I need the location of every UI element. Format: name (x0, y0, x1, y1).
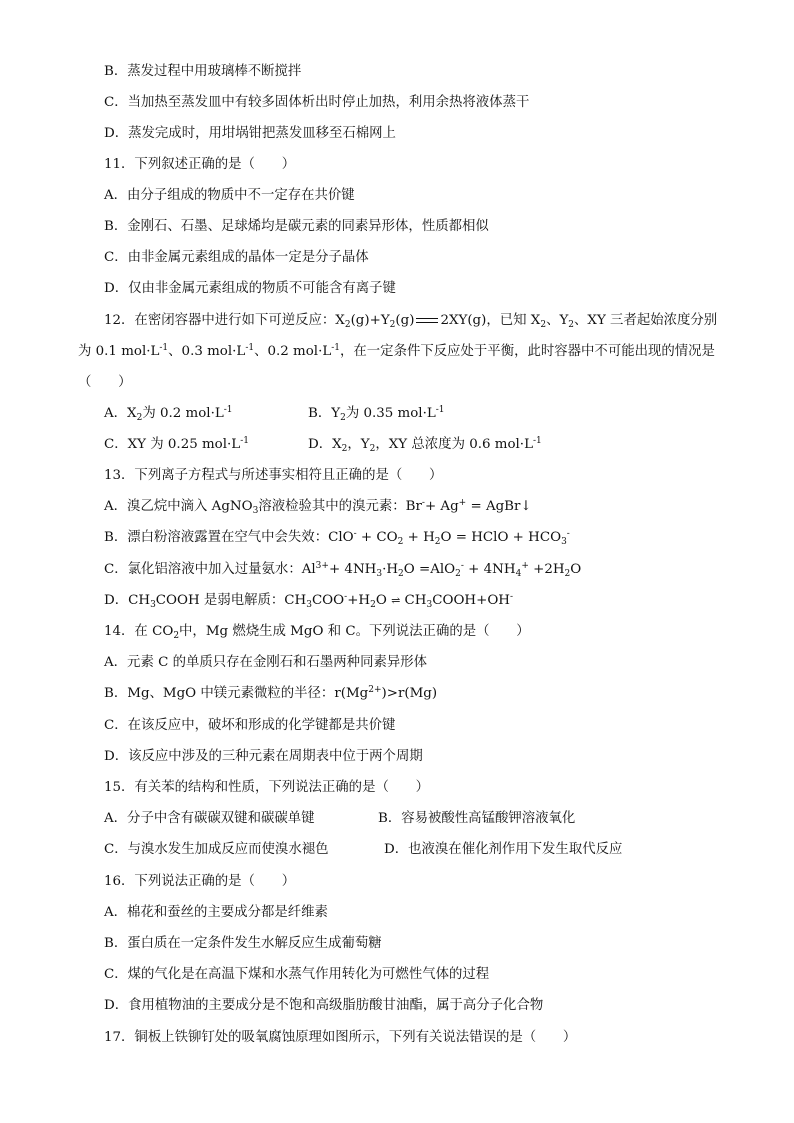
q14-option-d: D．该反应中涉及的三种元素在周期表中位于两个周期 (104, 749, 423, 764)
q14-option-b: B．Mg、MgO 中镁元素微粒的半径：$r(Mg^{2+})>r(Mg)$ (104, 685, 438, 701)
q16-option-b: B．蛋白质在一定条件发生水解反应生成葡萄糖 (104, 936, 382, 951)
q13-option-c: C．氯化铝溶液中加入过量氨水：$Al^{3+}+ 4NH_3\cdot H_2O =AlO_2^- + 4NH_4^+ +2H_2O$ (104, 561, 582, 579)
reversible-arrow-icon: ⇌ (391, 593, 401, 607)
q14-option-c: C．在该反应中，破坏和形成的化学键都是共价键 (104, 718, 396, 733)
q10-option-b: B．蒸发过程中用玻璃棒不断搅拌 (104, 64, 302, 79)
q15-option-a: A．分子中含有碳碳双键和碳碳单键 (104, 811, 315, 826)
q14-option-a: A．元素 C 的单质只存在金刚石和石墨两种同素异形体 (104, 655, 428, 670)
q16-option-c: C．煤的气化是在高温下煤和水蒸气作用转化为可燃性气体的过程 (104, 967, 490, 982)
q14-stem: 14．在 $CO_2$中，Mg 燃烧生成 MgO 和 C。下列说法正确的是（ ） (104, 624, 530, 641)
q10-option-d: D．蒸发完成时，用坩埚钳把蒸发皿移至石棉网上 (104, 126, 396, 141)
q11-option-c: C．由非金属元素组成的晶体一定是分子晶体 (104, 250, 369, 265)
q15-options-row1 (0, 809, 794, 829)
q12-stem-line3: （ ） (78, 375, 132, 390)
q11-option-b: B．金刚石、石墨、足球烯均是碳元素的同素异形体，性质都相似 (104, 219, 489, 234)
q11-stem: 11．下列叙述正确的是（ ） (104, 157, 296, 172)
reversible-arrow-icon (414, 316, 440, 326)
q15-options-row2 (0, 840, 794, 860)
q11-option-a: A．由分子组成的物质中不一定存在共价键 (104, 188, 355, 203)
q15-option-c: C．与溴水发生加成反应而使溴水褪色 (104, 842, 329, 857)
q15-option-b: B．容易被酸性高锰酸钾溶液氧化 (378, 811, 576, 826)
q15-stem: 15．有关苯的结构和性质，下列说法正确的是（ ） (104, 780, 430, 795)
q12-options-row1 (0, 404, 794, 424)
q11-option-d: D．仅由非金属元素组成的物质不可能含有离子键 (104, 281, 396, 296)
q12-option-b: B．$Y_2$为 0.35 $mol\cdot L^{-1}$ (308, 405, 445, 423)
q12-stem-line1: 12．在密闭容器中进行如下可逆反应：$X_2(g)+Y_2(g)$ 2XY(g)，已知 $X_2$、$Y_2$、XY 三者起始浓度分别 (104, 313, 718, 330)
q12-options-row2 (0, 435, 794, 455)
q16-option-a: A．棉花和蚕丝的主要成分都是纤维素 (104, 905, 328, 920)
q16-option-d: D．食用植物油的主要成分是不饱和高级脂肪酸甘油酯，属于高分子化合物 (104, 998, 544, 1013)
q12-option-c: C．XY 为 0.25 $mol\cdot L^{-1}$ (104, 436, 249, 452)
q13-option-a: A．溴乙烷中滴入 AgNO$_3$溶液检验其中的溴元素：Br-+ Ag+ = AgBr↓ (104, 498, 532, 516)
q10-option-c: C．当加热至蒸发皿中有较多固体析出时停止加热，利用余热将液体蒸干 (104, 95, 530, 110)
q16-stem: 16．下列说法正确的是（ ） (104, 874, 296, 889)
q13-option-b: B．漂白粉溶液露置在空气中会失效：$ClO^- + CO_2 + H_2O$ = HClO + $HCO_3^-$ (104, 529, 570, 547)
q17-stem: 17．铜板上铁铆钉处的吸氧腐蚀原理如图所示，下列有关说法错误的是（ ） (104, 1030, 577, 1045)
q13-stem: 13．下列离子方程式与所述事实相符且正确的是（ ） (104, 468, 443, 483)
q12-stem-line2: 为 0.1 $mol\cdot L^{-1}$、0.3 $mol\cdot L^{-1}$、0.2 $mol\cdot L^{-1}$，在一定条件下反应处于平衡，此时容器中不可能出现的情况是 (78, 343, 715, 359)
q13-option-d: D．$CH_3COOH$ 是弱电解质：$CH_3COO^-+H_2O$ ⇌ $CH_3COOH+OH^-$ (104, 592, 514, 610)
q12-option-a: A．$X_2$为 0.2 $mol\cdot L^{-1}$ (104, 405, 233, 423)
q15-option-d: D．也液溴在催化剂作用下发生取代反应 (384, 842, 623, 857)
q12-option-d: D．$X_2$，$Y_2$，XY 总浓度为 0.6 $mol\cdot L^{-1}$ (308, 436, 542, 454)
